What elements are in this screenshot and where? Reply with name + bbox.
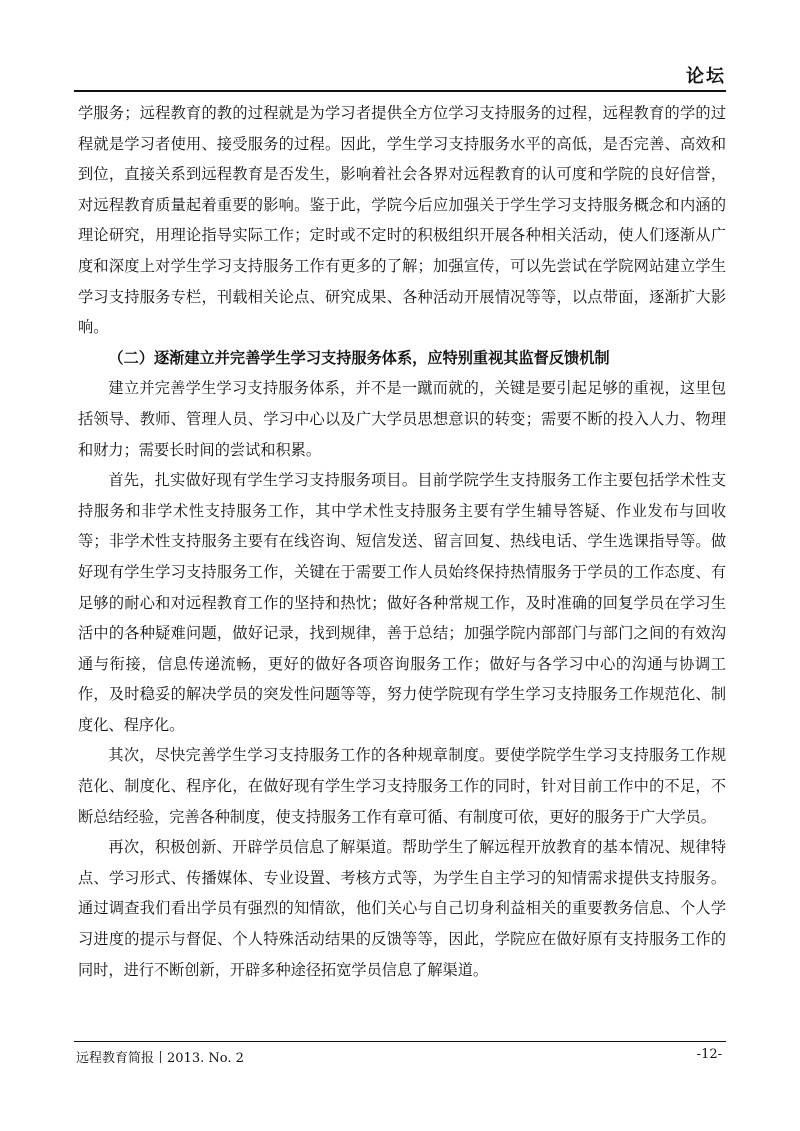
section-heading: （二）逐渐建立并完善学生学习支持服务体系，应特别重视其监督反馈机制 [108, 348, 610, 367]
header-rule [74, 90, 726, 92]
paragraph: 再次，积极创新、开辟学员信息了解渠道。帮助学生了解远程开放教育的基本情况、规律特点、学习形式、传播媒体、专业设置、考核方式等，为学生自主学习的知情需求提供支持服务。通过调查我们看出学员有强烈的知情欲，他们关心与自己切身利益相关的重要教务信息、个人学习进度的提示与督促、个人特殊活动结果的反馈等等，因此，学院应在做好原有支持服务工作的同时，进行不断创新，开辟多种途径拓宽学员信息了解渠道。 [78, 838, 726, 979]
paragraph-continued: 学服务；远程教育的教的过程就是为学习者提供全方位学习支持服务的过程，远程教育的学的过程就是学习者使用、接受服务的过程。因此，学生学习支持服务水平的高低，是否完善、高效和到位，直接关系到远程教育是否发生，影响着社会各界对远程教育的认可度和学院的良好信誉，对远程教育质量起着重要的影响。鉴于此，学院今后应加强关于学生学习支持服务概念和内涵的理论研究，用理论指导实际工作；定时或不定时的积极组织开展各种相关活动，使人们逐渐从广度和深度上对学生学习支持服务工作有更多的了解；加强宣传，可以先尝试在学院网站建立学生学习支持服务专栏，刊载相关论点、研究成果、各种活动开展情况等等，以点带面，逐渐扩大影响。 [78, 104, 726, 337]
paragraph: 首先，扎实做好现有学生学习支持服务项目。目前学院学生支持服务工作主要包括学术性支持服务和非学术性支持服务工作，其中学术性支持服务主要有学生辅导答疑、作业发布与回收等；非学术性支持服务主要有在线咨询、短信发送、留言回复、热线电话、学生选课指导等。做好现有学生学习支持服务工作，关键在于需要工作人员始终保持热情服务于学员的工作态度、有足够的耐心和对远程教育工作的坚持和热忱；做好各种常规工作，及时准确的回复学员在学习生活中的各种疑难问题，做好记录，找到规律，善于总结；加强学院内部部门与部门之间的有效沟通与衔接，信息传递流畅，更好的做好各项咨询服务工作；做好与各学习中心的沟通与协调工作，及时稳妥的解决学员的突发性问题等等，努力使学院现有学生学习支持服务工作规范化、制度化、程序化。 [78, 471, 726, 734]
footer-rule [74, 1041, 726, 1042]
paragraph: 建立并完善学生学习支持服务体系，并不是一蹴而就的，关键是要引起足够的重视，这里包括领导、教师、管理人员、学习中心以及广大学员思想意识的转变；需要不断的投入人力、物理和财力；需要长时间的尝试和积累。 [78, 379, 726, 459]
paragraph: 其次，尽快完善学生学习支持服务工作的各种规章制度。要使学院学生学习支持服务工作规范化、制度化、程序化，在做好现有学生学习支持服务工作的同时，针对目前工作中的不足，不断总结经验，完善各种制度，使支持服务工作有章可循、有制度可依，更好的服务于广大学员。 [78, 746, 726, 826]
section-title: 论坛 [686, 66, 726, 87]
article-body [78, 98, 726, 985]
page-number: -12- [696, 1047, 722, 1062]
journal-issue: 远程教育简报丨2013. No. 2 [76, 1051, 244, 1066]
